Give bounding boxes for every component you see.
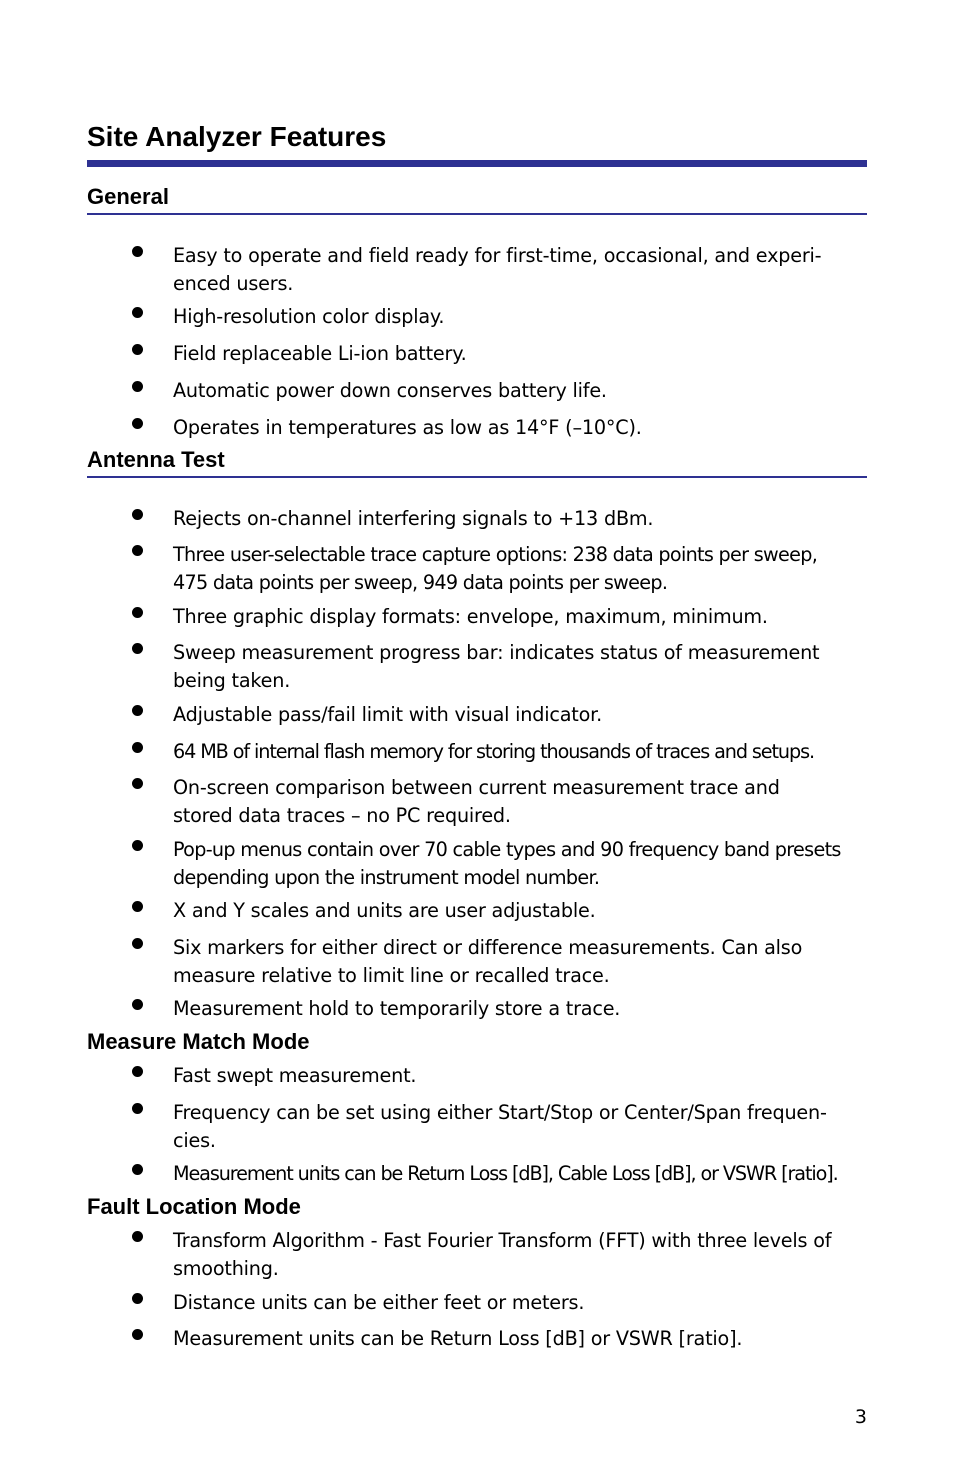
list-item [132,738,872,766]
list-item-text: Measurement units can be Return Loss [dB], Cable Loss [dB], or VSWR [ratio]. [173,1162,838,1185]
list-item-text: Three graphic display formats: envelope, maximum, minimum. [173,605,768,628]
title-rule [87,160,867,167]
bullet-icon [132,418,143,429]
list-item [132,303,872,331]
list-item [132,774,872,830]
bullet-icon [132,307,143,318]
list-item-text: 64 MB of internal flash memory for storing thousands of traces and setups. [173,740,814,763]
bullet-icon [132,901,143,912]
bullet-icon [132,1293,143,1304]
section-heading-fault-location-mode: Fault Location Mode [87,1194,301,1219]
list-item [132,1099,872,1155]
list-item [132,603,872,631]
bullet-icon [132,1231,143,1242]
list-item [132,414,872,442]
list-item-text: On-screen comparison between current measurement trace and stored data traces – no PC required. [173,776,780,827]
list-item [132,836,872,892]
page-title: Site Analyzer Features [87,121,387,152]
bullet-icon [132,381,143,392]
bullet-icon [132,509,143,520]
list-item-text: Frequency can be set using either Start/Stop or Center/Span frequen- cies. [173,1101,827,1152]
list-item [132,701,872,729]
list-item [132,897,872,925]
list-item-text: Measurement units can be Return Loss [dB] or VSWR [ratio]. [173,1327,743,1350]
list-item-text: Pop-up menus contain over 70 cable types and 90 frequency band presets depending upon the instrument model number. [173,838,841,889]
bullet-icon [132,778,143,789]
page-number: 3 [854,1406,867,1428]
list-item [132,541,872,597]
section-heading-general: General [87,184,169,209]
list-item [132,242,872,298]
bullet-icon [132,938,143,949]
section-heading-measure-match-mode: Measure Match Mode [87,1029,310,1054]
bullet-icon [132,1066,143,1077]
list-item [132,505,872,533]
list-item-text: Fast swept measurement. [173,1064,417,1087]
list-item [132,1160,872,1188]
bullet-icon [132,246,143,257]
bullet-icon [132,742,143,753]
bullet-icon [132,344,143,355]
bullet-icon [132,1329,143,1340]
list-item-text: Measurement hold to temporarily store a trace. [173,997,621,1020]
bullet-icon [132,1164,143,1175]
list-item [132,1227,872,1283]
list-item-text: High-resolution color display. [173,305,445,328]
list-item [132,995,872,1023]
list-item [132,1289,872,1317]
section-rule-general [87,213,867,215]
list-item [132,934,872,990]
list-item [132,377,872,405]
bullet-icon [132,999,143,1010]
section-rule-antenna-test [87,476,867,478]
list-item-text: Transform Algorithm - Fast Fourier Transform (FFT) with three levels of smoothing. [173,1229,832,1280]
bullet-icon [132,1103,143,1114]
list-item-text: Automatic power down conserves battery life. [173,379,607,402]
bullet-icon [132,643,143,654]
list-item-text: Operates in temperatures as low as 14°F (–10°C). [173,416,642,439]
list-item-text: Adjustable pass/fail limit with visual indicator. [173,703,602,726]
bullet-icon [132,840,143,851]
list-item [132,1062,872,1090]
list-item [132,1325,872,1353]
list-item-text: Sweep measurement progress bar: indicates status of measurement being taken. [173,641,820,692]
section-heading-antenna-test: Antenna Test [87,447,225,472]
bullet-icon [132,545,143,556]
bullet-icon [132,607,143,618]
list-item-text: Three user-selectable trace capture options: 238 data points per sweep, 475 data points per sweep, 949 data points per sweep. [173,543,818,594]
list-item-text: Rejects on-channel interfering signals to +13 dBm. [173,507,654,530]
list-item-text: Distance units can be either feet or meters. [173,1291,585,1314]
list-item [132,340,872,368]
list-item-text: Six markers for either direct or difference measurements. Can also measure relative to limit line or recalled trace. [173,936,803,987]
bullet-icon [132,705,143,716]
list-item-text: Field replaceable Li-ion battery. [173,342,467,365]
list-item-text: X and Y scales and units are user adjustable. [173,899,596,922]
list-item [132,639,872,695]
list-item-text: Easy to operate and field ready for first-time, occasional, and experi- enced users. [173,244,822,295]
